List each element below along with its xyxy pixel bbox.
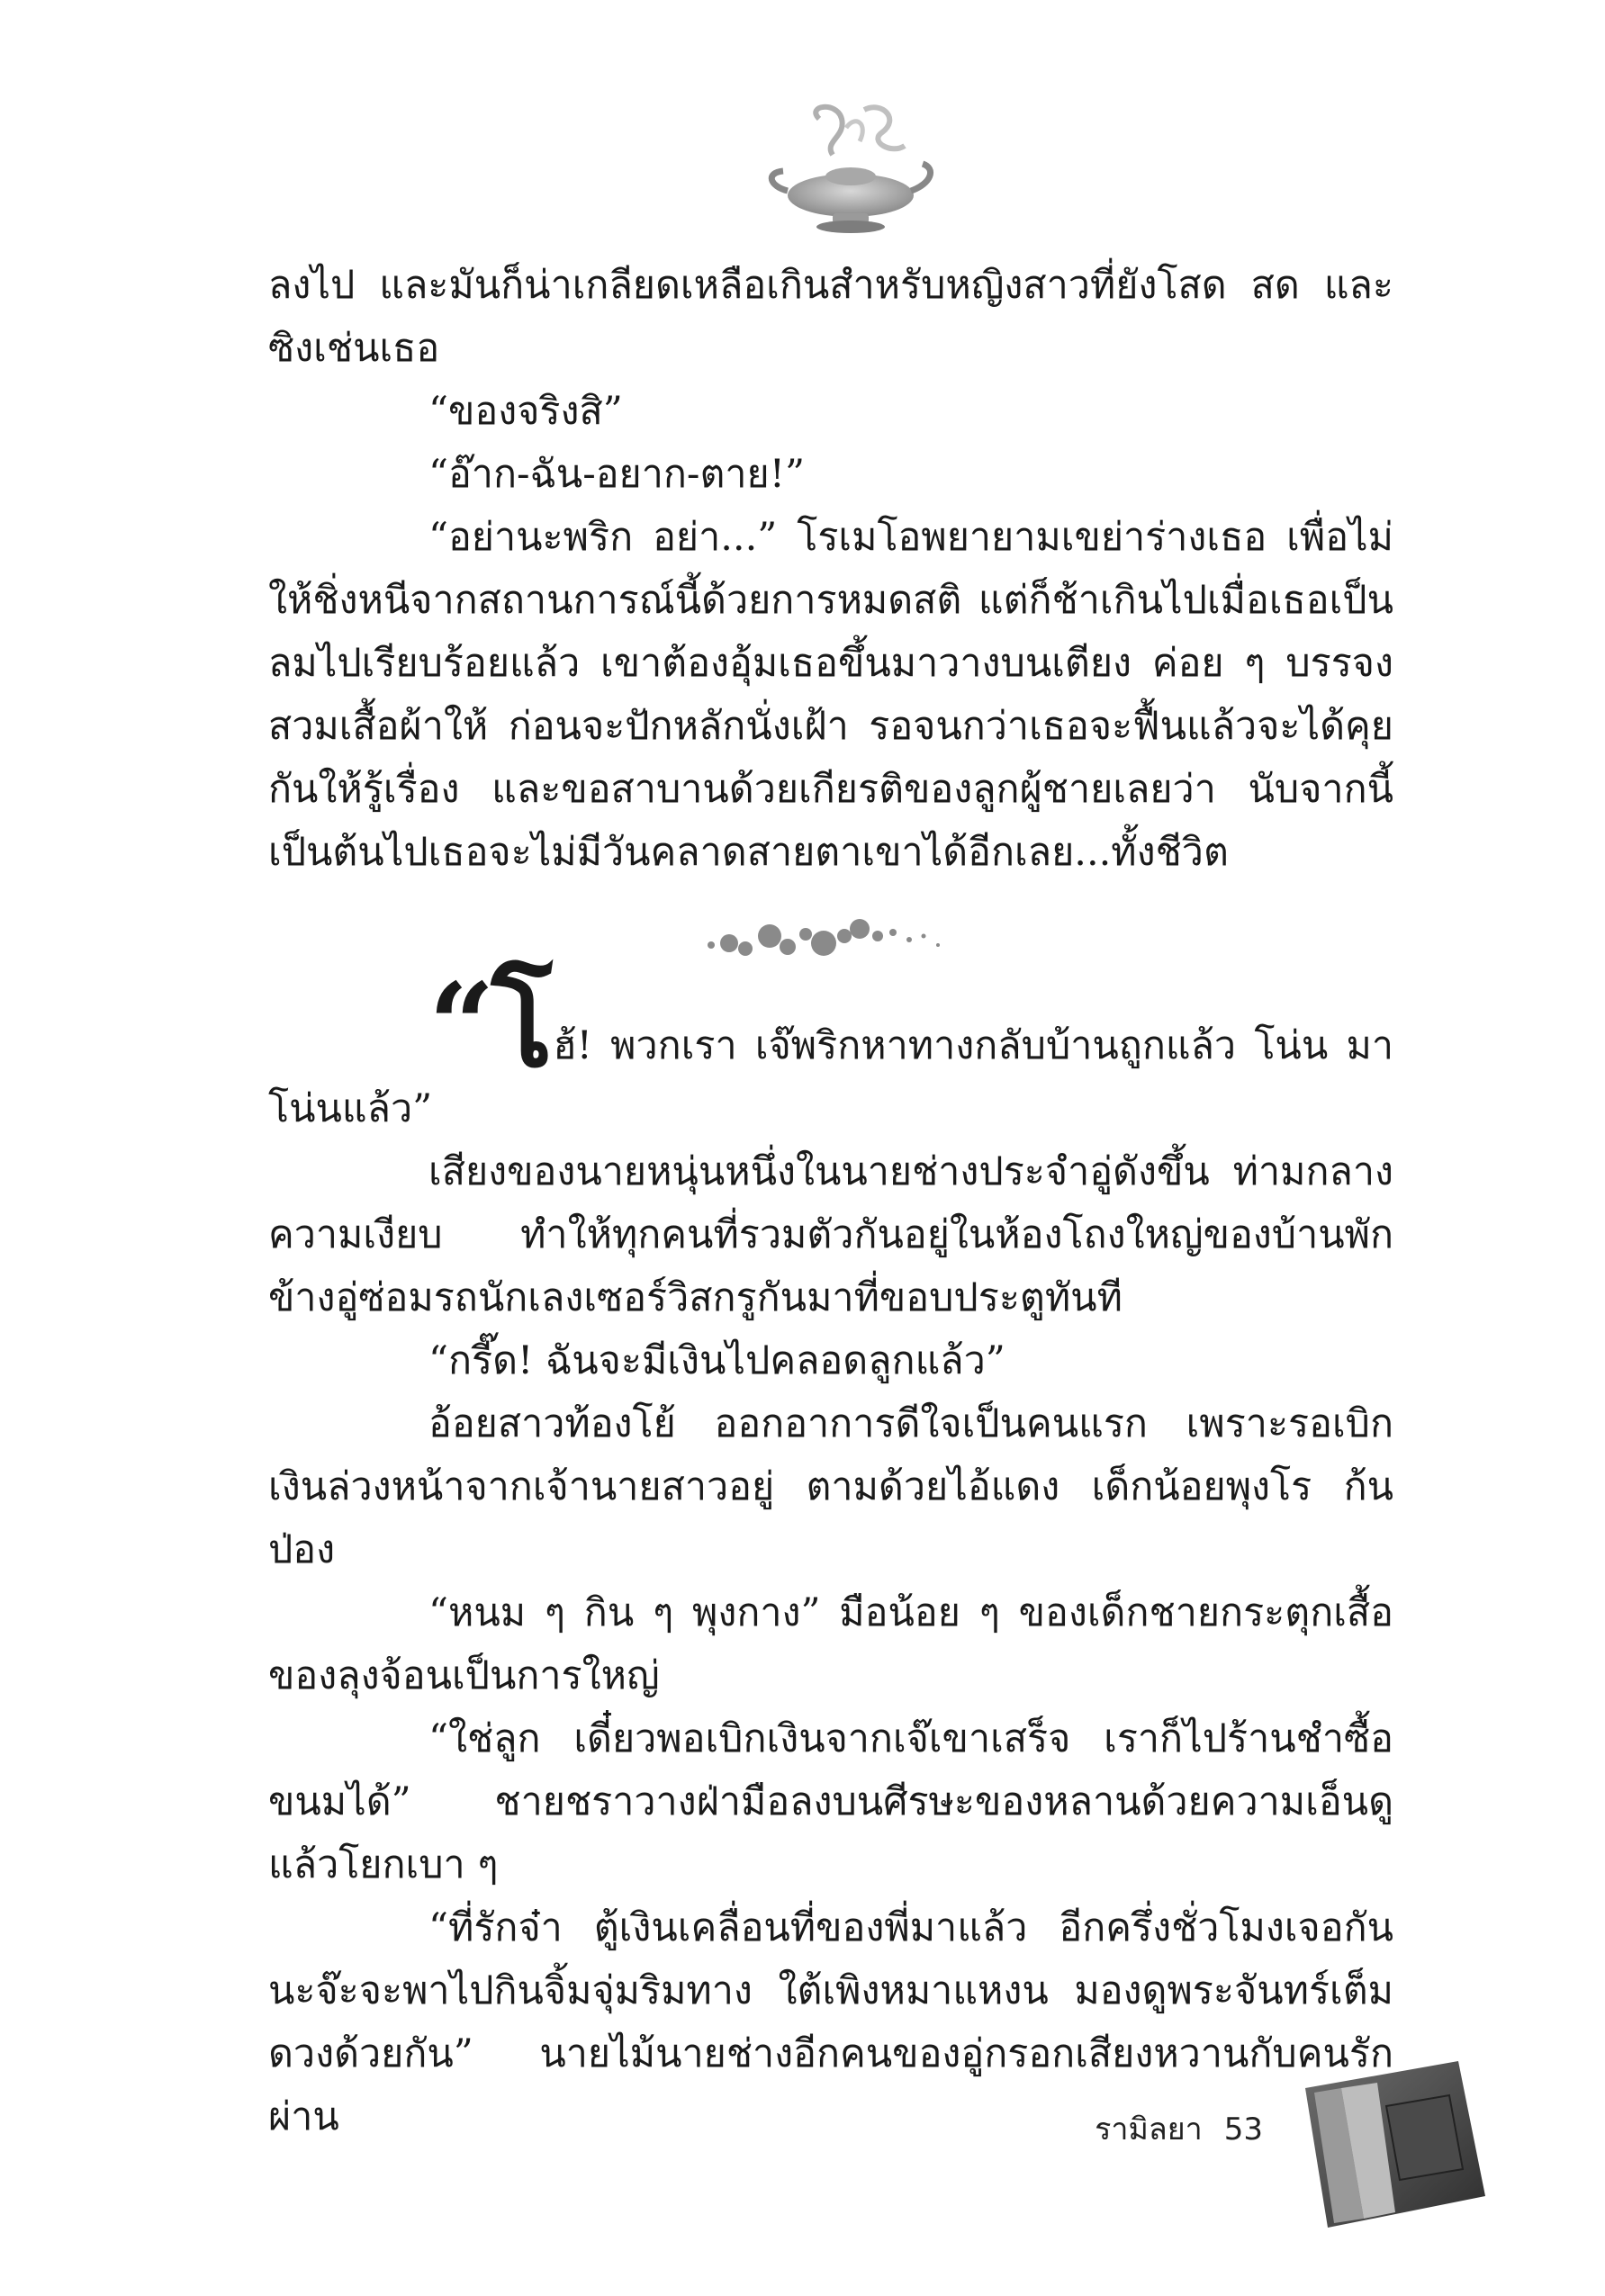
paragraph: “หนม ๆ กิน ๆ พุงกาง” มือน้อย ๆ ของเด็กชายกระตุกเสื้อของลุงจ้อนเป็นการใหญ่ [268, 1590, 1393, 1698]
magic-lamp-icon [756, 101, 945, 236]
paragraph: “ของจริงสิ” [428, 389, 623, 434]
dropcap-paragraph [268, 959, 1393, 1140]
paragraph: “ใช่ลูก เดี๋ยวพอเบิกเงินจากเจ๊เขาเสร็จ เราก็ไปร้านชำซื้อขนมได้” ชายชราวางฝ่ามือลงบนศีรษะของหลานด้วยความเอ็นดู แล้วโยกเบา ๆ [268, 1716, 1393, 1887]
page-number: 53 [1223, 2111, 1263, 2147]
book-icon [1278, 2052, 1503, 2232]
paragraph: “อย่านะพริก อย่า...” โรเมโอพยายามเขย่าร่างเธอ เพื่อไม่ให้ชิ่งหนีจากสถานการณ์นี้ด้วยการหมดสติ แต่ก็ช้าเกินไปเมื่อเธอเป็นลมไปเรียบร้อยแล้ว เขาต้องอุ้มเธอขึ้นมาวางบนเตียง ค่อย ๆ บรรจงสวมเสื้อผ้าให้ ก่อนจะปักหลักนั่งเฝ้า รอจนกว่าเธอจะฟื้นแล้วจะได้คุยกันให้รู้เรื่อง และขอสาบานด้วยเกียรติของลูกผู้ชายเลยว่า นับจากนี้เป็นต้นไปเธอจะไม่มีวันคลาดสายตาเขาได้อีกเลย...ทั้งชีวิต [268, 515, 1393, 875]
paragraph: อ้อยสาวท้องโย้ ออกอาการดีใจเป็นคนแรก เพราะรอเบิกเงินล่วงหน้าจากเจ้านายสาวอยู่ ตามด้วยไอ้แดง เด็กน้อยพุงโร ก้นป่อง [268, 1401, 1393, 1572]
paragraph: “อ๊าก-ฉัน-อยาก-ตาย!” [428, 452, 805, 497]
footer-author: รามิลยา [1095, 2111, 1203, 2147]
dropcap-letter: โ [491, 959, 550, 1094]
paragraph: “ที่รักจ๋า ตู้เงินเคลื่อนที่ของพี่มาแล้ว อีกครึ่งชั่วโมงเจอกันนะจ๊ะจะพาไปกินจิ้มจุ่มริมทาง ใต้เพิงหมาแหงน มองดูพระจันทร์เต็มดวงด้วยกัน” นายไม้นายช่างอีกคนของอู่กรอกเสียงหวานกับคนรักผ่าน [268, 1905, 1393, 2139]
paragraph: ลงไป และมันก็น่าเกลียดเหลือเกินสำหรับหญิงสาวที่ยังโสด สด และซิงเช่นเธอ [268, 263, 1393, 371]
text-block-bottom [268, 959, 1393, 2148]
paragraph: “กรี๊ด! ฉันจะมีเงินไปคลอดลูกแล้ว” [428, 1338, 1005, 1383]
dropcap-rest: ฮ้! พวกเรา เจ๊พริกหาทางกลับบ้านถูกแล้ว โน่น มาโน่นแล้ว” [268, 1023, 1393, 1131]
paragraph: เสียงของนายหนุ่นหนึ่งในนายช่างประจำอู่ดังขึ้น ท่ามกลางความเงียบ ทำให้ทุกคนที่รวมตัวกันอยู่ในห้องโถงใหญ่ของบ้านพักข้างอู่ซ่อมรถนักเลงเซอร์วิสกรูกันมาที่ขอบประตูทันที [268, 1149, 1393, 1320]
page-footer [1073, 2104, 1263, 2153]
ornament-divider [693, 909, 954, 972]
dropcap [428, 959, 549, 1094]
text-block-top [268, 254, 1393, 884]
dropcap-quote: “ [428, 959, 491, 1094]
